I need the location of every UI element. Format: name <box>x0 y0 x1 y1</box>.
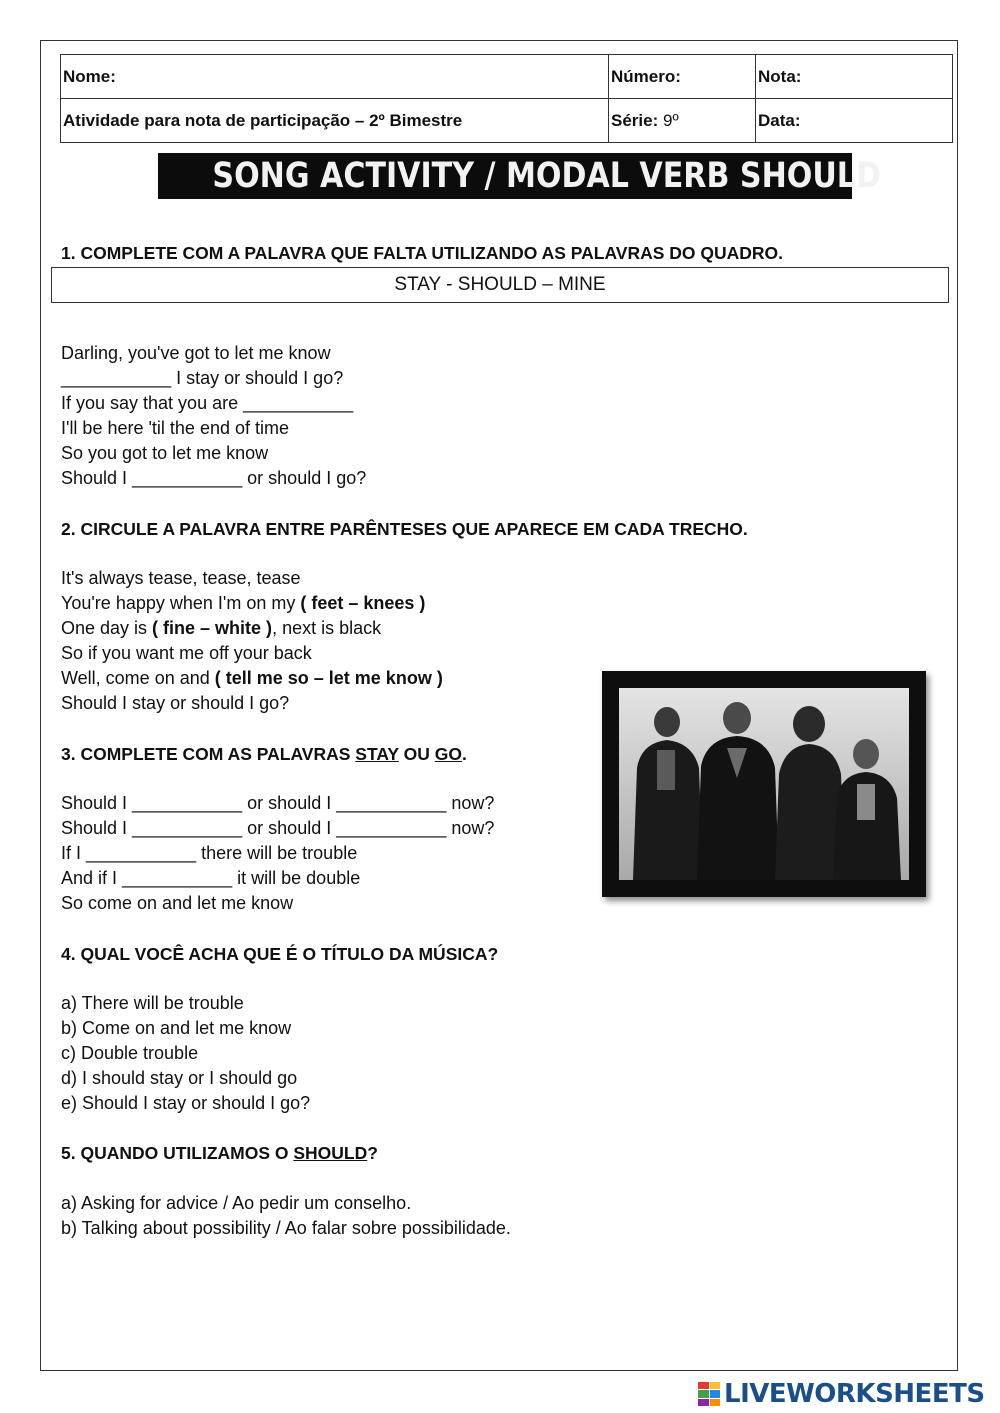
lyric-text: You're happy when I'm on my <box>61 593 301 613</box>
q3-word-stay: STAY <box>355 744 399 764</box>
option-item[interactable]: e) Should I stay or should I go? <box>61 1093 311 1113</box>
option-item[interactable]: a) There will be trouble <box>61 993 244 1013</box>
q3-lyrics <box>61 791 494 916</box>
band-photo-illustration <box>619 688 909 880</box>
choice-options[interactable]: ( feet – knees ) <box>300 593 426 613</box>
liveworksheets-logo <box>698 1378 985 1410</box>
date-cell: Data: <box>756 99 953 143</box>
q3-title-text: OU <box>398 744 435 764</box>
q4-options <box>61 991 310 1116</box>
lyric-line: If I ___________ there will be trouble <box>61 843 358 863</box>
question-4-title: 4. QUAL VOCÊ ACHA QUE É O TÍTULO DA MÚSICA? <box>61 944 499 964</box>
lyric-text: Well, come on and <box>61 668 215 688</box>
lyric-line: So if you want me off your back <box>61 643 312 663</box>
lyric-line: Should I ___________ or should I go? <box>61 468 367 488</box>
lyric-line: If you say that you are ___________ <box>61 393 354 413</box>
name-cell: Nome: <box>61 55 609 99</box>
question-2-title: 2. CIRCULE A PALAVRA ENTRE PARÊNTESES QUE APARECE EM CADA TRECHO. <box>61 519 748 539</box>
series-cell <box>609 99 756 143</box>
q5-options <box>61 1191 511 1241</box>
q5-word-should: SHOULD <box>293 1143 368 1163</box>
q3-title-text: 3. COMPLETE COM AS PALAVRAS <box>61 744 356 764</box>
option-item[interactable]: b) Come on and let me know <box>61 1018 292 1038</box>
lyric-line <box>61 616 443 641</box>
lyric-line: Should I ___________ or should I ___________ now? <box>61 818 495 838</box>
lyric-line: Darling, you've got to let me know <box>61 343 331 363</box>
lyric-line <box>61 666 443 691</box>
q3-title-text: . <box>461 744 467 764</box>
lyric-text: , next is black <box>272 618 382 638</box>
lyric-line: I'll be here 'til the end of time <box>61 418 289 438</box>
q1-lyrics <box>61 341 366 491</box>
logo-mark-icon <box>698 1382 720 1406</box>
number-cell: Número: <box>609 55 756 99</box>
option-item[interactable]: a) Asking for advice / Ao pedir um conselho. <box>61 1193 412 1213</box>
question-1-title: 1. COMPLETE COM A PALAVRA QUE FALTA UTILIZANDO AS PALAVRAS DO QUADRO. <box>61 243 784 263</box>
choice-options[interactable]: ( fine – white ) <box>152 618 273 638</box>
option-item[interactable]: b) Talking about possibility / Ao falar sobre possibilidade. <box>61 1218 511 1238</box>
lyric-line: And if I ___________ it will be double <box>61 868 361 888</box>
q5-title-text: ? <box>367 1143 378 1163</box>
lyric-line: It's always tease, tease, tease <box>61 568 301 588</box>
question-5-title <box>61 1143 378 1164</box>
lyric-line: So come on and let me know <box>61 893 294 913</box>
option-item[interactable]: d) I should stay or I should go <box>61 1068 298 1088</box>
lyric-line: ___________ I stay or should I go? <box>61 368 344 388</box>
word-box: STAY - SHOULD – MINE <box>51 267 949 303</box>
series-value: 9º <box>662 110 679 130</box>
q3-word-go: GO <box>434 744 462 764</box>
series-label: Série: <box>611 110 659 130</box>
lyric-text: One day is <box>61 618 153 638</box>
q5-title-text: 5. QUANDO UTILIZAMOS O <box>61 1143 294 1163</box>
band-photo-frame <box>602 671 926 897</box>
lyric-line: Should I stay or should I go? <box>61 693 290 713</box>
option-item[interactable]: c) Double trouble <box>61 1043 199 1063</box>
q2-lyrics <box>61 566 443 716</box>
banner-title: SONG ACTIVITY / MODAL VERB SHOULD <box>212 156 881 196</box>
grade-cell: Nota: <box>756 55 953 99</box>
header-table <box>60 54 953 143</box>
band-photo <box>619 688 909 880</box>
question-3-title <box>61 744 467 765</box>
activity-cell: Atividade para nota de participação – 2º Bimestre <box>61 99 609 143</box>
lyric-line: Should I ___________ or should I ___________ now? <box>61 793 495 813</box>
choice-options[interactable]: ( tell me so – let me know ) <box>214 668 443 688</box>
lyric-line <box>61 591 443 616</box>
title-banner <box>158 153 881 199</box>
lyric-line: So you got to let me know <box>61 443 269 463</box>
logo-text: LIVEWORKSHEETS <box>724 1379 985 1409</box>
